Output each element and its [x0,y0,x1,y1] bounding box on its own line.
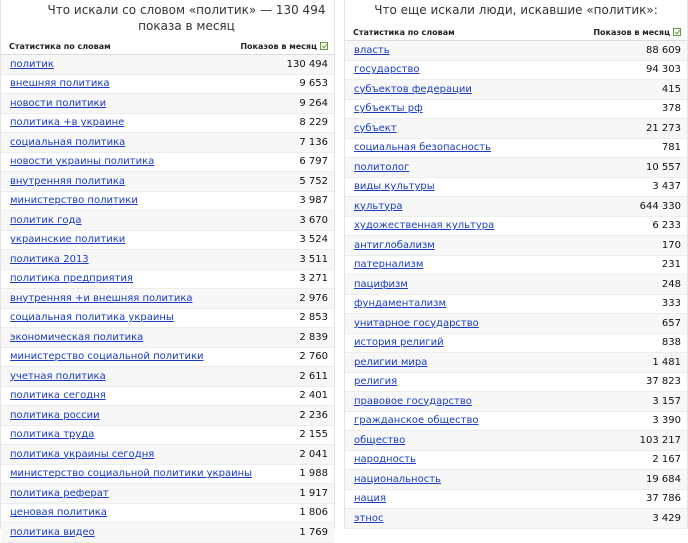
impressions-count: 1 988 [299,468,328,480]
table-row [1,153,334,173]
keyword-link[interactable]: учетная политика [10,370,106,382]
keyword-link[interactable]: министерство политики [10,195,138,207]
impressions-count: 21 273 [646,122,681,134]
table-row [345,509,687,529]
impressions-count: 9 653 [299,78,328,90]
table-row [345,217,687,237]
impressions-count: 378 [661,103,681,115]
impressions-count: 333 [661,298,681,310]
keyword-link[interactable]: общество [354,434,406,446]
keyword-link[interactable]: политика 2013 [10,253,89,265]
impressions-count: 37 786 [646,493,681,505]
impressions-count: 3 429 [652,512,681,524]
impressions-count: 2 167 [652,454,681,466]
impressions-count: 2 236 [299,409,328,421]
keyword-link[interactable]: правовое государство [354,395,472,407]
impressions-count: 781 [661,142,681,154]
keyword-link[interactable]: политика украины сегодня [10,448,155,460]
left-stats-panel [0,0,335,538]
right-panel-title: Что еще искали люди, искавшие «политик»: [374,3,658,17]
right-col-count-header: Показов в месяц [593,27,670,37]
table-row [345,353,687,373]
export-icon[interactable] [673,28,681,36]
table-row [1,348,334,368]
keyword-link[interactable]: внутренняя политика [10,175,125,187]
keyword-link[interactable]: социальная безопасность [354,142,491,154]
impressions-count: 130 494 [286,58,328,70]
impressions-count: 2 760 [299,351,328,363]
impressions-count: 1 806 [299,507,328,519]
keyword-link[interactable]: власть [354,44,390,56]
impressions-count: 3 511 [299,253,328,265]
table-row [1,387,334,407]
table-row [1,94,334,114]
table-row [345,197,687,217]
keyword-link[interactable]: министерство социальной политики [10,351,204,363]
impressions-count: 415 [661,83,681,95]
impressions-count: 657 [661,317,681,329]
left-table-header [1,38,334,55]
impressions-count: 231 [661,259,681,271]
keyword-link[interactable]: унитарное государство [354,317,479,329]
table-row [345,295,687,315]
table-row [1,484,334,504]
table-row [1,75,334,95]
impressions-count: 644 330 [639,200,681,212]
impressions-count: 94 303 [646,64,681,76]
keyword-link[interactable]: государство [354,64,420,76]
table-row [1,55,334,75]
right-stats-panel [344,0,688,529]
impressions-count: 3 670 [299,214,328,226]
impressions-count: 2 853 [299,312,328,324]
impressions-count: 1 917 [299,487,328,499]
impressions-count: 10 557 [646,161,681,173]
keyword-link[interactable]: субъекты рф [354,103,423,115]
keyword-link[interactable]: народность [354,454,416,466]
right-table-header [345,24,687,41]
keyword-link[interactable]: религии мира [354,356,428,368]
keyword-link[interactable]: политика предприятия [10,273,133,285]
impressions-count: 3 390 [652,415,681,427]
keyword-link[interactable]: субъектов федерации [354,83,472,95]
keyword-link[interactable]: политика россии [10,409,100,421]
table-row [1,172,334,192]
impressions-count: 248 [661,278,681,290]
table-row [1,114,334,134]
impressions-count: 3 271 [299,273,328,285]
keyword-link[interactable]: национальность [354,473,441,485]
table-row [345,100,687,120]
table-row [345,412,687,432]
left-col-phrase-header: Статистика по словам [9,41,111,51]
table-row [1,445,334,465]
table-row [1,367,334,387]
table-row [1,426,334,446]
right-col-count-header-wrap [593,28,681,37]
table-row [1,523,334,543]
keyword-link[interactable]: внешняя политика [10,78,110,90]
table-row [345,373,687,393]
table-row [345,314,687,334]
keyword-link[interactable]: антиглобализм [354,239,435,251]
table-row [1,465,334,485]
impressions-count: 2 839 [299,331,328,343]
keyword-link[interactable]: гражданское общество [354,415,479,427]
impressions-count: 3 437 [652,181,681,193]
impressions-count: 2 611 [299,370,328,382]
table-row [345,119,687,139]
left-col-count-header: Показов в месяц [240,41,317,51]
keyword-link[interactable]: патернализм [354,259,424,271]
keyword-link[interactable]: виды культуры [354,181,435,193]
table-row [1,328,334,348]
keyword-link[interactable]: политика реферат [10,487,109,499]
keyword-link[interactable]: внутренняя +и внешняя политика [10,292,193,304]
keyword-link[interactable]: экономическая политика [10,331,144,343]
right-keyword-list [345,41,687,529]
keyword-link[interactable]: пацифизм [354,278,408,290]
keyword-link[interactable]: социальная политика [10,136,126,148]
keyword-link[interactable]: художественная культура [354,220,495,232]
table-row [345,178,687,198]
impressions-count: 37 823 [646,376,681,388]
keyword-link[interactable]: политика труда [10,429,95,441]
keyword-link[interactable]: политик [10,58,54,70]
keyword-link[interactable]: этнос [354,512,384,524]
table-row [345,158,687,178]
keyword-link[interactable]: культура [354,200,403,212]
keyword-link[interactable]: нация [354,493,386,505]
keyword-link[interactable]: фундаментализм [354,298,446,310]
impressions-count: 6 797 [299,156,328,168]
table-row [345,334,687,354]
table-row [345,61,687,81]
impressions-count: 2 155 [299,429,328,441]
keyword-link[interactable]: украинские политики [10,234,126,246]
table-row [345,80,687,100]
keyword-link[interactable]: политика +в украине [10,117,125,129]
table-row [345,236,687,256]
keyword-link[interactable]: политика сегодня [10,390,106,402]
impressions-count: 2 976 [299,292,328,304]
impressions-count: 9 264 [299,97,328,109]
table-row [345,139,687,159]
keyword-link[interactable]: история религий [354,337,444,349]
left-keyword-list [1,55,334,543]
impressions-count: 170 [661,239,681,251]
keyword-link[interactable]: социальная политика украины [10,312,174,324]
impressions-count: 3 524 [299,234,328,246]
table-row [345,431,687,451]
impressions-count: 3 987 [299,195,328,207]
keyword-link[interactable]: министерство социальной политики украины [10,468,253,480]
table-row [1,211,334,231]
table-row [345,490,687,510]
table-row [345,41,687,61]
table-row [345,275,687,295]
impressions-count: 6 233 [652,220,681,232]
impressions-count: 103 217 [639,434,681,446]
table-row [1,192,334,212]
keyword-link[interactable]: новости политики [10,97,107,109]
export-icon[interactable] [320,42,328,50]
keyword-link[interactable]: религия [354,376,398,388]
table-row [1,406,334,426]
keyword-link[interactable]: новости украины политика [10,156,155,168]
impressions-count: 3 157 [652,395,681,407]
left-panel-title: Что искали со словом «политик» — 130 494 показа в месяц [47,3,326,33]
table-row [1,504,334,524]
impressions-count: 7 136 [299,136,328,148]
impressions-count: 1 769 [299,526,328,538]
table-row [1,133,334,153]
impressions-count: 88 609 [646,44,681,56]
table-row [345,256,687,276]
keyword-link[interactable]: политолог [354,161,410,173]
table-row [345,451,687,471]
table-row [345,392,687,412]
table-row [1,250,334,270]
keyword-link[interactable]: ценовая политика [10,507,107,519]
impressions-count: 8 229 [299,117,328,129]
impressions-count: 5 752 [299,175,328,187]
table-row [1,309,334,329]
table-row [1,231,334,251]
right-col-phrase-header: Статистика по словам [353,27,455,37]
impressions-count: 2 041 [299,448,328,460]
impressions-count: 1 481 [652,356,681,368]
table-row [1,270,334,290]
keyword-link[interactable]: субъект [354,122,397,134]
impressions-count: 2 401 [299,390,328,402]
keyword-link[interactable]: политика видео [10,526,95,538]
left-col-count-header-wrap [240,42,328,51]
impressions-count: 19 684 [646,473,681,485]
impressions-count: 838 [661,337,681,349]
table-row [1,289,334,309]
table-row [345,470,687,490]
keyword-link[interactable]: политик года [10,214,82,226]
